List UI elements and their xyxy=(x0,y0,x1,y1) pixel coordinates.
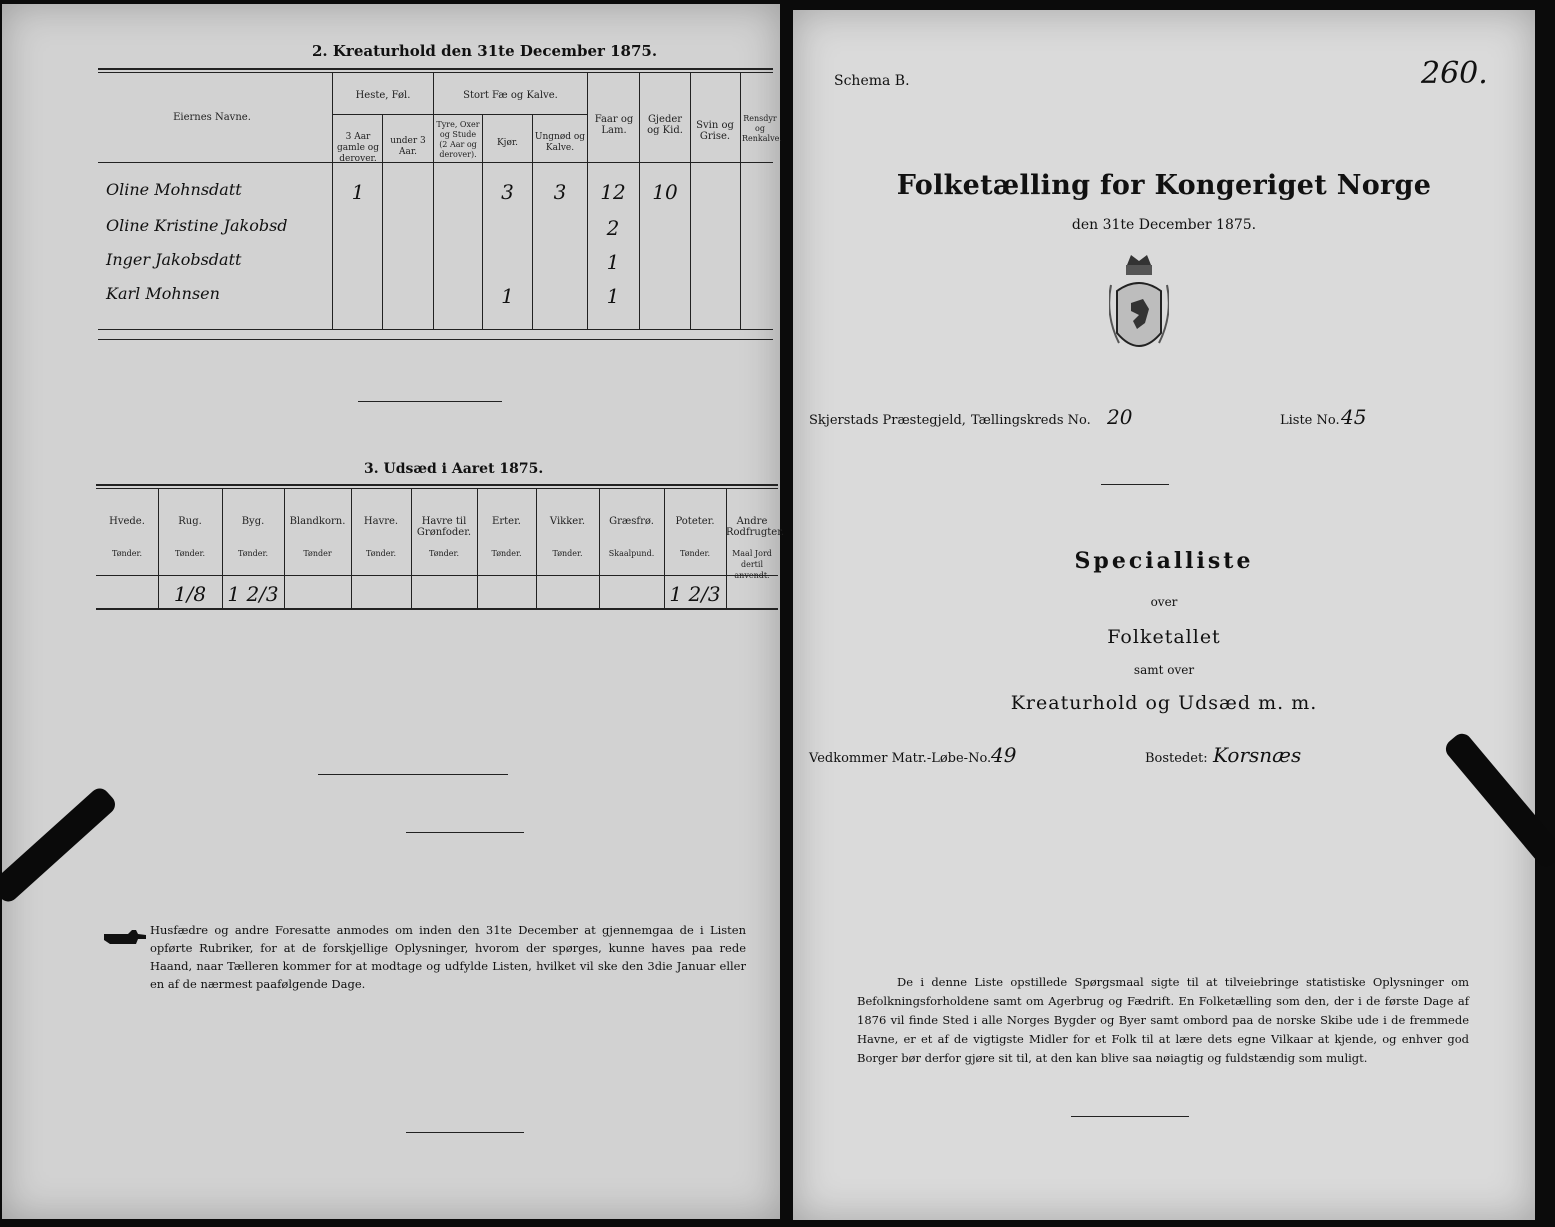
table-rule xyxy=(96,575,778,576)
header-owner: Eiernes Navne. xyxy=(173,112,251,123)
header-cattle-cows: Kjør. xyxy=(496,138,519,148)
column-rule xyxy=(482,114,483,330)
matr-label: Vedkommer Matr.-Løbe-No. xyxy=(809,751,992,766)
livestock-count-cell: 1 xyxy=(606,284,620,308)
special-list-title: Specialliste xyxy=(1074,548,1254,574)
livestock-count-cell: 3 xyxy=(553,180,567,204)
livestock-seed-label: Kreaturhold og Udsæd m. m. xyxy=(1010,692,1318,714)
column-rule xyxy=(740,72,741,330)
right-page xyxy=(793,10,1535,1220)
section3-title: 3. Udsæd i Aaret 1875. xyxy=(364,461,544,477)
header-pigs: Svin og Grise. xyxy=(696,120,734,142)
seed-header-unit: Skaalpund. xyxy=(608,549,655,558)
livestock-count-cell: 2 xyxy=(606,216,620,240)
seed-header-unit: Tønder. xyxy=(365,549,397,558)
seed-header-label: Erter. xyxy=(492,516,521,527)
seed-header-unit: Tønder. xyxy=(679,549,711,558)
list-label: Liste No. xyxy=(1280,413,1340,428)
seed-header-label: Poteter. xyxy=(675,516,715,527)
header-reindeer: Rensdyr og Renkalve. xyxy=(742,114,782,143)
bosted-label: Bostedet: xyxy=(1145,751,1208,766)
document-date: den 31te December 1875. xyxy=(1071,217,1257,233)
divider xyxy=(406,832,524,833)
header-horse-3plus: 3 Aar gamle og derover. xyxy=(337,132,379,164)
header-sheep: Faar og Lam. xyxy=(594,114,634,136)
parish-label: Skjerstads Præstegjeld, xyxy=(809,413,966,428)
table-rule xyxy=(98,339,773,340)
seed-header-label: Havre til Grønfoder. xyxy=(416,516,472,538)
column-rule xyxy=(587,72,588,330)
livestock-count-cell: 10 xyxy=(652,180,678,204)
column-rule xyxy=(433,72,434,330)
folketallet-label: Folketallet xyxy=(1107,626,1221,648)
table-rule xyxy=(333,114,587,115)
seed-header-label: Andre Rodfrugter. xyxy=(726,516,785,538)
table-rule xyxy=(96,488,778,489)
livestock-count-cell: 1 xyxy=(351,180,365,204)
header-cattle-young: Ungnød og Kalve. xyxy=(534,132,586,153)
seed-value-cell: 1 2/3 xyxy=(669,582,721,606)
table-rule xyxy=(98,72,773,73)
owner-name-cell: Karl Mohnsen xyxy=(106,284,220,303)
column-rule xyxy=(639,72,640,330)
bosted-value: Korsnæs xyxy=(1213,743,1302,767)
header-cattle-bulls: Tyre, Oxer og Stude (2 Aar og derover). xyxy=(436,120,480,159)
header-horses: Heste, Føl. xyxy=(355,90,411,101)
list-number: 45 xyxy=(1341,405,1367,429)
table-rule xyxy=(96,484,778,486)
samt-over-label: samt over xyxy=(1133,663,1195,677)
table-rule xyxy=(96,608,778,610)
seed-header-unit: Tønder. xyxy=(552,549,583,558)
divider xyxy=(1101,484,1169,485)
seed-header-unit: Tønder. xyxy=(174,549,206,558)
seed-header-unit: Maal Jord dertil anvendt. xyxy=(732,549,772,580)
pointing-hand-icon xyxy=(102,926,148,948)
seed-header-unit: Tønder. xyxy=(428,549,460,558)
seed-header-label: Hvede. xyxy=(109,516,145,527)
matr-number: 49 xyxy=(991,743,1017,767)
owner-name-cell: Oline Mohnsdatt xyxy=(106,180,242,199)
notice-text: Husfædre og andre Foresatte anmodes om inden den 31te December at gjennemgaa de i Listen opførte Rubriker, for at de forskjellige Oplysninger, hvorom der spørges, kunne haves paa rede Haand, naar Tælleren kommer for at modtage og udfylde Listen, hvilket vil ske den 3die Januar eller en af de nærmest paafølgende Dage. xyxy=(150,923,746,991)
column-rule xyxy=(532,114,533,330)
seed-header-label: Havre. xyxy=(363,516,399,527)
column-rule xyxy=(690,72,691,330)
over-label: over xyxy=(1150,595,1178,609)
seed-header-label: Blandkorn. xyxy=(289,516,346,527)
schema-label: Schema B. xyxy=(834,73,910,89)
seed-header-label: Vikker. xyxy=(549,516,586,527)
seed-value-cell: 1/8 xyxy=(173,582,207,606)
divider xyxy=(318,774,508,775)
seed-header-unit: Tønder xyxy=(303,549,332,558)
header-horse-under3: under 3 Aar. xyxy=(390,136,426,157)
table-rule xyxy=(98,162,773,163)
seed-header-label: Byg. xyxy=(241,516,265,527)
seed-header-label: Rug. xyxy=(178,516,202,527)
left-page xyxy=(2,4,785,1219)
livestock-count-cell: 3 xyxy=(501,180,514,204)
seed-header-unit: Tønder. xyxy=(111,549,143,558)
owner-name-cell: Oline Kristine Jakobsd xyxy=(106,216,288,235)
livestock-count-cell: 12 xyxy=(600,180,626,204)
coat-of-arms-icon xyxy=(1109,255,1169,365)
document-title: Folketælling for Kongeriget Norge xyxy=(896,170,1432,201)
livestock-count-cell: 1 xyxy=(606,250,620,274)
district-label: Tællingskreds No. xyxy=(971,413,1091,428)
section2-title: 2. Kreaturhold den 31te December 1875. xyxy=(312,42,658,60)
column-rule xyxy=(382,114,383,330)
seed-header-unit: Tønder. xyxy=(237,549,269,558)
seed-header-unit: Tønder. xyxy=(491,549,522,558)
divider xyxy=(1071,1116,1189,1117)
owner-name-cell: Inger Jakobsdatt xyxy=(106,250,242,269)
header-goats: Gjeder og Kid. xyxy=(647,114,683,136)
footer-text: De i denne Liste opstillede Spørgsmaal sigte til at tilveiebringe statistiske Oplysninger om Befolkningsforholdene samt om Agerbrug og Fædrift. En Folketælling som den, der i de første Dage af 1876 vil finde Sted i alle Norges Bygder og Byer samt ombord paa de norske Skibe ude i de fremmede Havne, er et af de vigtigste Midler for et Folk til at lære dets egne Vilkaar at kjende, og enhver god Borger bør derfor gjøre sit til, at den kan blive saa nøiagtig og fuldstændig som muligt. xyxy=(857,975,1469,1065)
livestock-count-cell: 1 xyxy=(501,284,514,308)
seed-header-label: Græsfrø. xyxy=(609,516,654,527)
page-number: 260. xyxy=(1421,56,1488,91)
table-rule xyxy=(98,68,773,70)
header-cattle: Stort Fæ og Kalve. xyxy=(463,90,558,101)
district-number: 20 xyxy=(1107,405,1133,429)
seed-value-cell: 1 2/3 xyxy=(227,582,279,606)
divider xyxy=(358,401,502,402)
column-rule xyxy=(332,72,333,330)
divider xyxy=(406,1132,524,1133)
table-rule xyxy=(98,329,773,330)
